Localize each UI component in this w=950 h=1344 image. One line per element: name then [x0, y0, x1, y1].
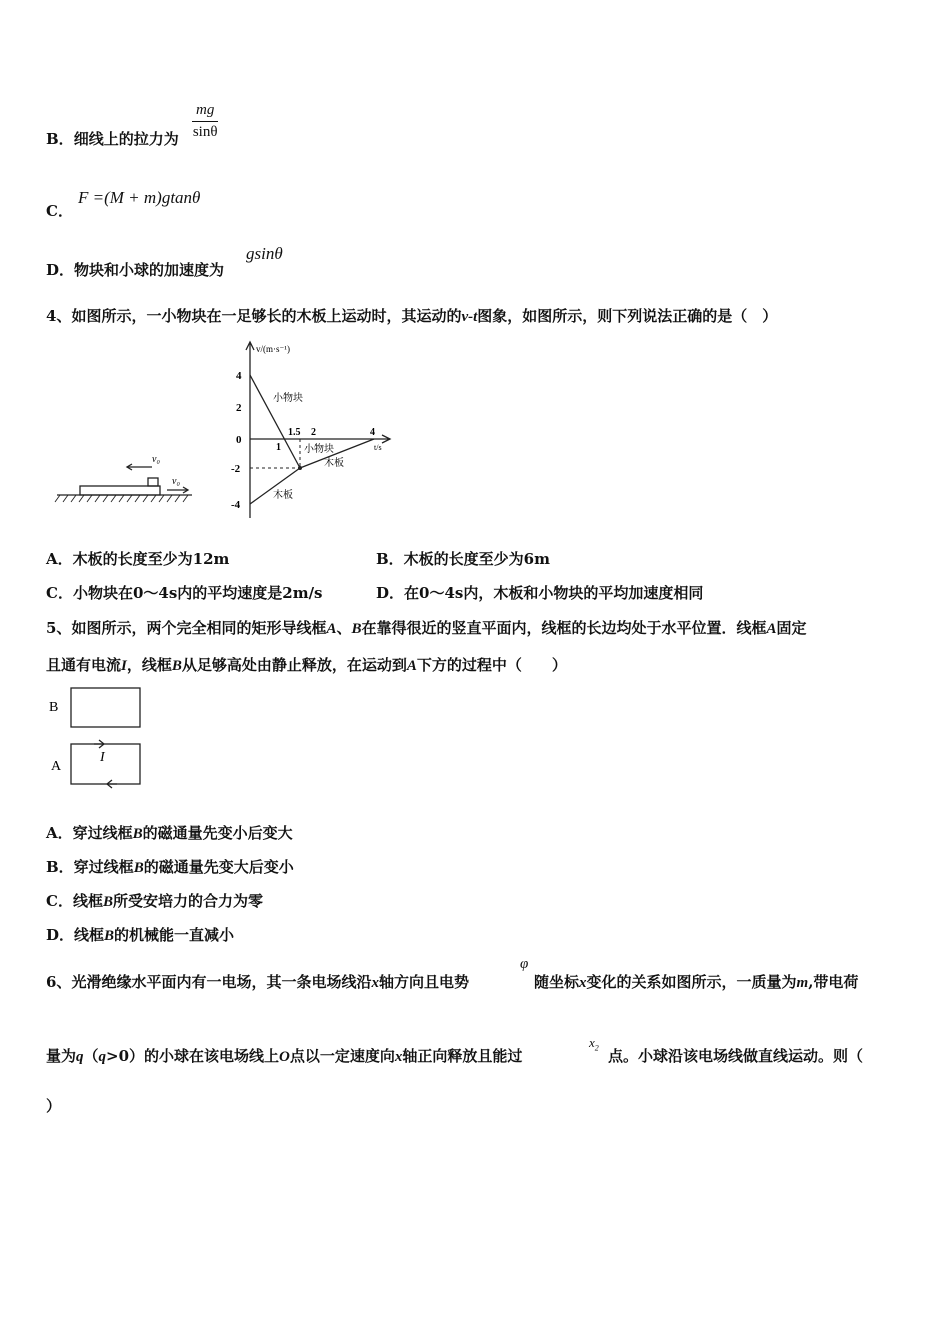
q4-v0-board: v₀: [172, 476, 180, 487]
q6-phi-symbol: φ: [520, 956, 529, 972]
q4-option-a: A．木板的长度至少为12m: [46, 550, 230, 568]
q6-stem-line1: 6、光滑绝缘水平面内有一电场，其一条电场线沿x轴方向且电势: [46, 973, 469, 991]
q4-label-board-right: 木板: [324, 458, 344, 469]
q5-stem-line1: 5、如图所示，两个完全相同的矩形导线框A、B在靠得很近的竖直平面内，线框的长边均处于水平位置．线框A固定: [46, 619, 807, 637]
q5-label-b: B: [49, 700, 59, 715]
q4-label-block-right: 小物块: [304, 444, 334, 455]
q6-stem-line1-cont: 随坐标x变化的关系如图所示，一质量为m,带电荷: [534, 973, 859, 991]
q4-xtick-1: 1: [276, 442, 281, 453]
q4-stem: 4、如图所示，一小物块在一足够长的木板上运动时，其运动的v-t图象，如图所示，则下列说法正确的是（ ）: [46, 307, 778, 325]
q4-label-block-top: 小物块: [273, 393, 303, 404]
q6-x2-symbol: $x_2$: [589, 1035, 599, 1053]
q6-stem-line3: ）: [46, 1097, 62, 1115]
q3-option-b: B．细线上的拉力为: [46, 130, 179, 148]
q4-xtick-4: 4: [370, 427, 375, 438]
q5-label-a: A: [51, 759, 62, 774]
q4-xtick-2: 2: [311, 427, 316, 438]
q4-x-unit: t/s: [374, 443, 382, 452]
q4-ytick-neg4: -4: [231, 499, 241, 511]
q4-block-board-figure: [52, 450, 197, 510]
q5-stem-line2: 且通有电流I，线框B从足够高处由静止释放，在运动到A下方的过程中（ ）: [46, 656, 567, 674]
q3-option-d: D．物块和小球的加速度为: [46, 261, 225, 279]
q6-stem-line2: 量为q（q>0）的小球在该电场线上O点以一定速度向x轴正向释放且能过: [46, 1047, 523, 1065]
q4-option-b: B．木板的长度至少为6m: [376, 550, 550, 568]
q4-ytick-2: 2: [236, 402, 242, 414]
q4-option-c: C．小物块在0～4s内的平均速度是2m/s: [46, 584, 323, 602]
q4-axis-label: v/(m·s⁻¹): [256, 344, 290, 354]
q4-ytick-4: 4: [236, 370, 242, 382]
q4-label-board-bottom: 木板: [273, 490, 293, 501]
q4-option-d: D．在0～4s内，木板和小物块的平均加速度相同: [376, 584, 704, 602]
q3-option-c: C．: [46, 202, 73, 220]
q4-ytick-0: 0: [236, 434, 242, 446]
q4-xtick-1-5: 1.5: [288, 427, 301, 438]
q5-option-d: D．线框B的机械能一直减小: [46, 926, 235, 944]
q5-frames-figure: [44, 683, 154, 793]
q5-current-label: I: [100, 750, 105, 765]
q3-option-d-formula: gsinθ: [246, 244, 283, 263]
q5-option-b: B．穿过线框B的磁通量先变大后变小: [46, 858, 294, 876]
q3-option-c-formula: F =(M + m)gtanθ: [78, 188, 201, 207]
q4-vt-graph: [228, 338, 398, 523]
q4-v0-block: v₀: [152, 454, 160, 465]
q5-option-c: C．线框B所受安培力的合力为零: [46, 892, 263, 910]
q6-stem-line2-cont: 点。小球沿该电场线做直线运动。则（: [608, 1047, 864, 1065]
q4-ytick-neg2: -2: [231, 463, 241, 475]
q5-option-a: A．穿过线框B的磁通量先变小后变大: [46, 824, 293, 842]
q3-option-b-fraction: mg sinθ: [192, 102, 218, 140]
